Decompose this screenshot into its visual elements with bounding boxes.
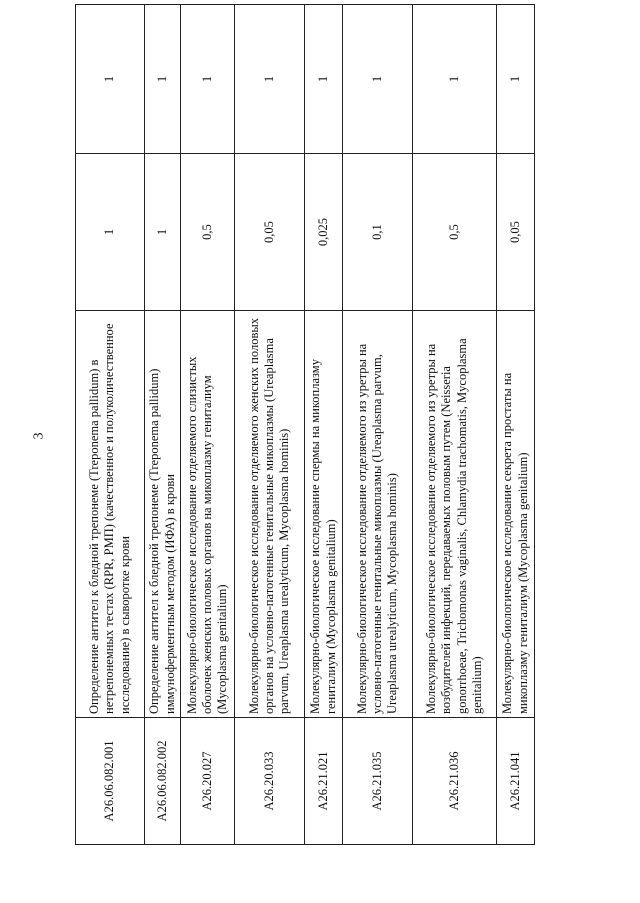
table-row <box>342 5 412 845</box>
services-table <box>75 4 535 845</box>
service-value-2: 1 <box>413 5 497 154</box>
service-value-2: 1 <box>342 5 412 154</box>
service-name: Молекулярно-биологическое исследование отделяемого из уретры на условно-патогенные генитальные микоплазмы (Ureaplasma parvum, Ureaplasma urealyticum, Mycoplasma hominis) <box>342 311 412 718</box>
rotated-table-container <box>75 33 535 845</box>
service-code: A26.21.036 <box>413 718 497 845</box>
table-row <box>413 5 497 845</box>
service-name: Молекулярно-биологическое исследование отделяемого из уретры на возбудителей инфекций, передаваемых половым путем (Neisseria gonorrhoeae, Trichomonas vaginalis, Chlamydia trachomatis, Mycoplasma genitalium) <box>413 311 497 718</box>
service-code: A26.20.027 <box>181 718 235 845</box>
service-value-2: 1 <box>235 5 305 154</box>
service-name: Молекулярно-биологическое исследование спермы на микоплазму гениталиум (Mycoplasma genitalium) <box>305 311 343 718</box>
service-value-2: 1 <box>305 5 343 154</box>
table-row <box>76 5 145 845</box>
service-name: Молекулярно-биологическое исследование отделяемого женских половых органов на условно-патогенные генитальные микоплазмы (Ureaplasma parvum, Ureaplasma urealyticum, Mycoplasma hominis) <box>235 311 305 718</box>
service-name: Молекулярно-биологическое исследование секрета простаты на микоплазму гениталиум (Mycoplasma genitalium) <box>497 311 535 718</box>
table-row <box>235 5 305 845</box>
service-value-1: 0,5 <box>181 154 235 311</box>
table-row <box>145 5 181 845</box>
service-name: Определение антител к бледной трепонеме (Treponema pallidum) в нетрепонемных тестах (RPR, РМП) (качественное и полуколичественное исследование) в сыворотке крови <box>76 311 145 718</box>
service-code: A26.06.082.002 <box>145 718 181 845</box>
service-value-1: 0,5 <box>413 154 497 311</box>
page-number: 3 <box>31 432 47 440</box>
service-value-1: 0,05 <box>235 154 305 311</box>
service-value-2: 1 <box>181 5 235 154</box>
service-value-1: 1 <box>145 154 181 311</box>
service-value-1: 1 <box>76 154 145 311</box>
service-code: A26.06.082.001 <box>76 718 145 845</box>
table-row <box>305 5 343 845</box>
service-value-1: 0,025 <box>305 154 343 311</box>
service-code: A26.21.021 <box>305 718 343 845</box>
service-name: Определение антител к бледной трепонеме (Treponema pallidum) иммуноферментным методом (ИФА) в крови <box>145 311 181 718</box>
service-value-2: 1 <box>76 5 145 154</box>
service-value-1: 0,05 <box>497 154 535 311</box>
service-value-2: 1 <box>497 5 535 154</box>
table-row <box>181 5 235 845</box>
service-name: Молекулярно-биологическое исследование отделяемого слизистых оболочек женских половых органов на микоплазму гениталиум (Mycoplasma genitalium) <box>181 311 235 718</box>
service-value-2: 1 <box>145 5 181 154</box>
service-value-1: 0,1 <box>342 154 412 311</box>
table-row <box>497 5 535 845</box>
service-code: A26.21.041 <box>497 718 535 845</box>
service-code: A26.20.033 <box>235 718 305 845</box>
service-code: A26.21.035 <box>342 718 412 845</box>
